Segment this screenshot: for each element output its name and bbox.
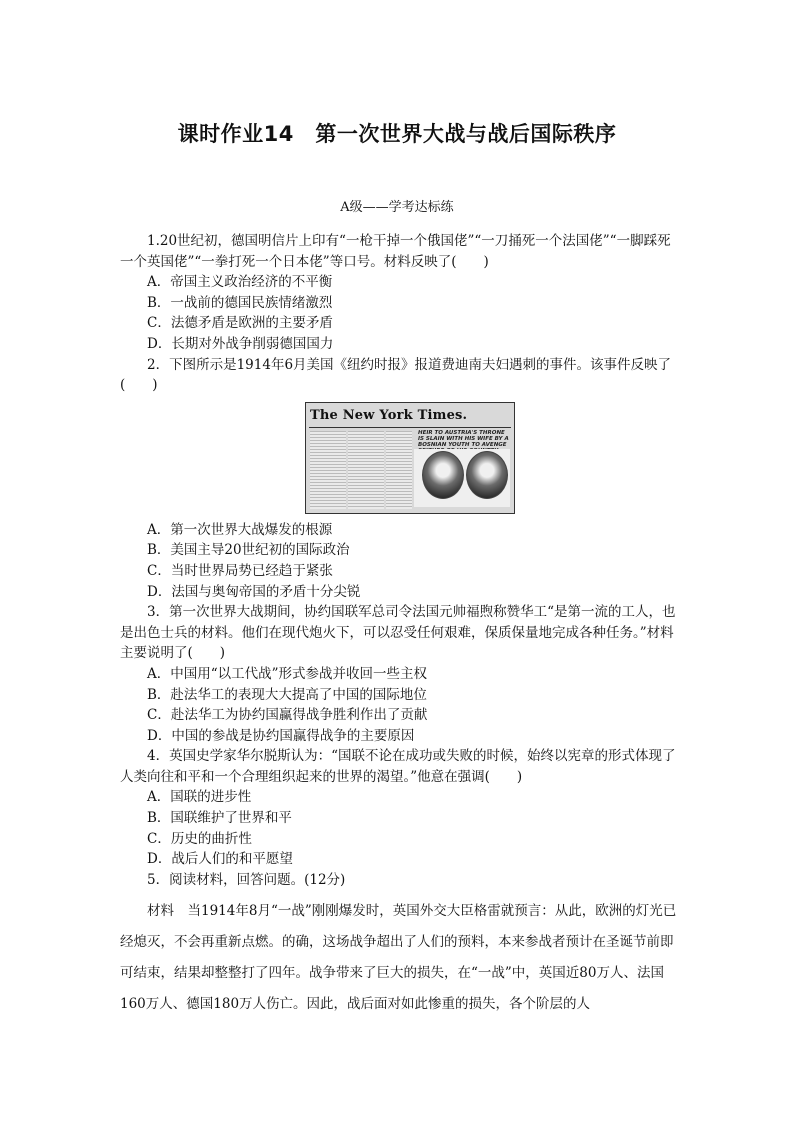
portrait-photo-archduke [422,451,464,499]
question-4-option-c: C．历史的曲折性 [147,830,252,847]
masthead-rule [309,427,511,428]
newspaper-masthead: The New York Times. [310,407,468,423]
newspaper-banner-headline: HEIR TO AUSTRIA'S THRONE IS SLAIN WITH HIS WIFE BY A BOSNIAN YOUTH TO AVENGE [418,429,509,448]
question-2-option-b: B．美国主导20世纪初的国际政治 [147,542,350,559]
question-1-option-b: B．一战前的德国民族情绪激烈 [147,294,333,311]
question-4-option-b: B．国联维护了世界和平 [147,810,292,827]
question-4-stem: 4．英国史学家华尔脱斯认为：“国联不论在成功或失败的时候，始终以宪章的形式体现了人类向往和平和一个合理组织起来的世界的渴望。”他意在强调( ) [120,748,676,785]
question-1-option-d: D．长期对外战争削弱德国国力 [147,335,334,352]
question-1-stem: 1.20世纪初，德国明信片上印有“一枪干掉一个俄国佬”“一刀捅死一个法国佬”“一脚踩死一个英国佬”“一拳打死一个日本佬”等口号。材料反映了( ) [120,233,671,270]
question-2-option-c: C．当时世界局势已经趋于紧张 [147,562,333,579]
question-1-option-c: C．法德矛盾是欧洲的主要矛盾 [147,315,333,332]
newspaper-column [310,431,346,509]
newspaper-image [305,402,515,514]
question-4-option-d: D．战后人们的和平愿望 [147,851,293,868]
question-2-option-d: D．法国与奥匈帝国的矛盾十分尖锐 [147,583,361,600]
portrait-photo-duchess [466,451,508,499]
newspaper-column [386,431,412,509]
page-title: 课时作业14 第一次世界大战与战后国际秩序 [177,122,617,146]
section-level-heading: A级——学考达标练 [340,200,454,215]
question-3-option-b: B．赴法华工的表现大大提高了中国的国际地位 [147,686,427,703]
question-list [120,231,680,1020]
question-3-stem: 3．第一次世界大战期间，协约国联军总司令法国元帅福煦称赞华工“是第一流的工人，也是出色士兵的材料。他们在现代炮火下，可以忍受任何艰难，保质保量地完成各种任务。”材料主要说明了( ) [120,604,676,662]
question-3-option-d: D．中国的参战是协约国赢得战争的主要原因 [147,727,415,744]
question-2-option-a: A．第一次世界大战爆发的根源 [147,521,333,538]
newspaper-column [348,431,384,509]
question-2-stem: 2．下图所示是1914年6月美国《纽约时报》报道费迪南夫妇遇刺的事件。该事件反映了( ) [120,356,672,394]
question-3-option-c: C．赴法华工为协约国赢得战争胜利作出了贡献 [147,707,428,724]
question-5-stem: 5．阅读材料，回答问题。(12分) [147,871,346,888]
question-3-option-a: A．中国用“以工代战”形式参战并收回一些主权 [147,665,428,682]
question-1-option-a: A．帝国主义政治经济的不平衡 [147,274,333,291]
reading-material: 材料 当1914年8月“一战”刚刚爆发时，英国外交大臣格雷就预言：从此，欧洲的灯光已经熄灭，不会再重新点燃。的确，这场战争超出了人们的预料，本来参战者预计在圣诞节前即可结束，结果却整整打了四年。战争带来了巨大的损失，在“一战”中，英国近80万人、法国160万人、德国180万人伤亡。因此，战后面对如此惨重的损失，各个阶层的人 [120,903,677,1013]
question-4-option-a: A．国联的进步性 [147,789,252,806]
